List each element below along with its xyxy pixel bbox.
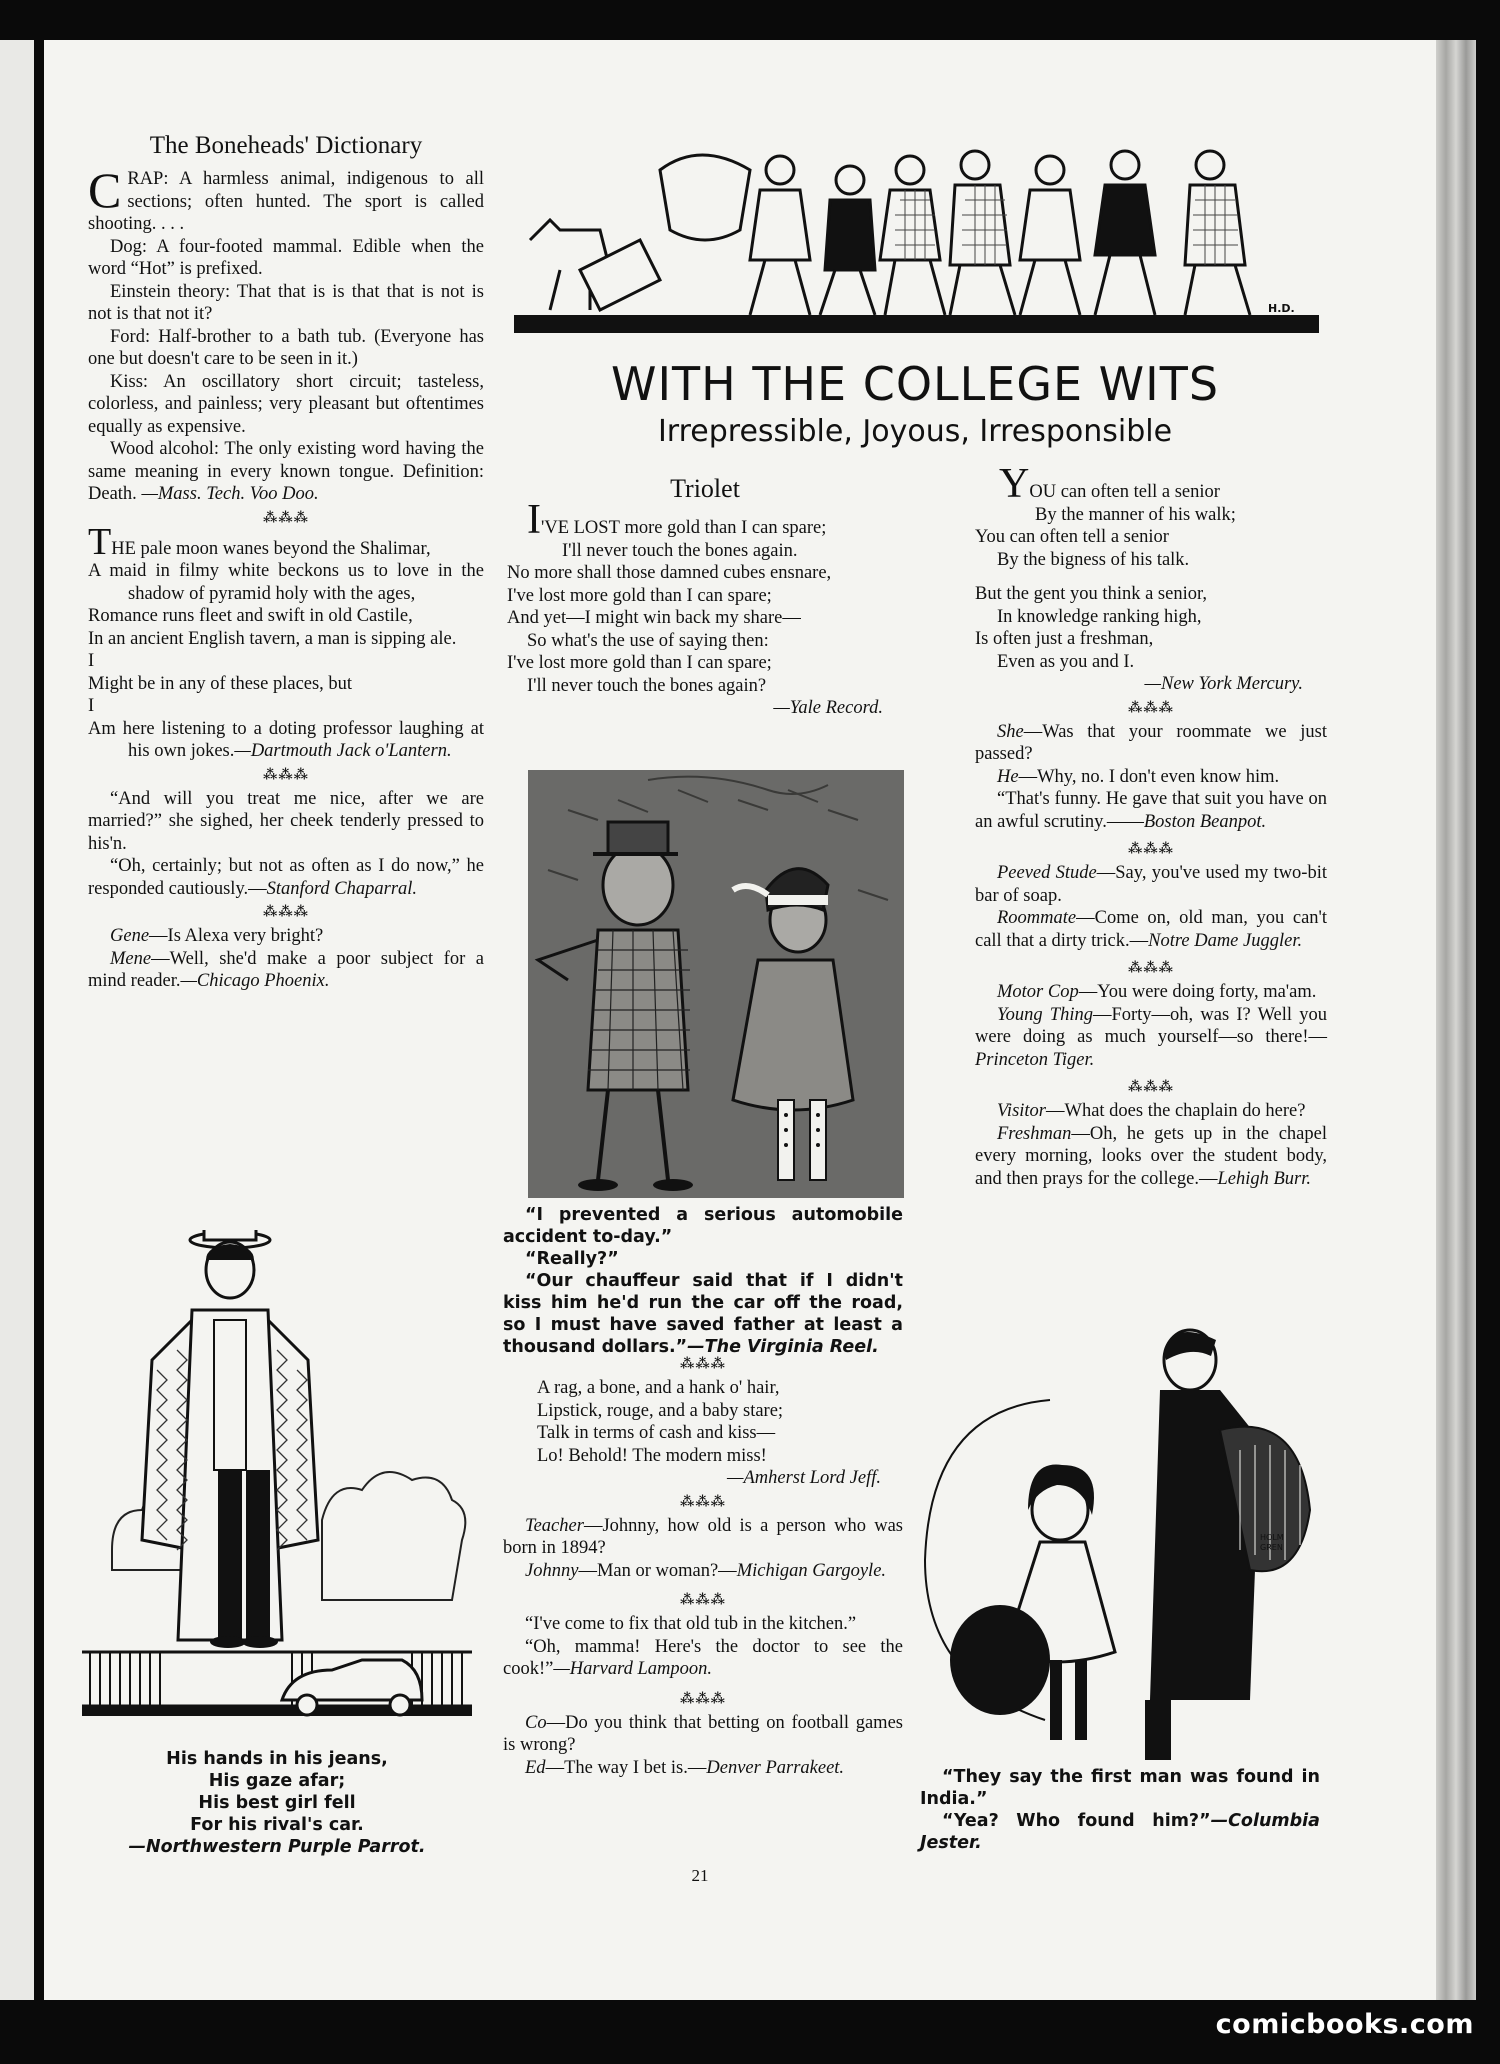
- dictionary-dog: Dog: A four-footed mammal. Edible when the word “Hot” is prefixed.: [88, 236, 484, 279]
- thing-text: —Forty—oh, was I? Well you were doing as much yourself—so there!—: [975, 1004, 1327, 1047]
- tub-text: “Oh, mamma! Here's the doctor to see the cook!”: [503, 1636, 903, 1679]
- treat-joke-line-1: “And will you treat me nice, after we are married?” she sighed, her cheek tenderly pressed to his'n.: [88, 788, 484, 854]
- separator: ⁂⁂⁂: [680, 1691, 726, 1707]
- craps-definition: : A harmless animal, indigenous to all sections; often hunted. The sport is called shooting. . . .: [88, 169, 484, 234]
- speaker: Mene: [110, 948, 152, 969]
- senior-small-caps: OU: [1029, 482, 1057, 502]
- caption-line: His best girl fell: [198, 1793, 356, 1813]
- tub-joke-line-1: “I've come to fix that old tub in the kitchen.”: [525, 1614, 857, 1634]
- senior-line-2: By the manner of his walk;: [1035, 504, 1236, 525]
- speaker: Visitor: [997, 1101, 1046, 1121]
- moon-line-2: A maid in filmy white beckons us to love in the shadow of pyramid holy with the ages,: [88, 561, 484, 604]
- rag-line: Talk in terms of cash and kiss—: [537, 1423, 776, 1443]
- speaker: Teacher: [525, 1515, 584, 1536]
- cop-joke-line-1: [975, 981, 1327, 1004]
- caption-line: “I prevented a serious automobile accident to-day.”: [503, 1205, 903, 1247]
- ed-text: —The way I bet is.—: [545, 1757, 707, 1778]
- cop-joke-line-2: [975, 1004, 1327, 1072]
- senior-line-4: By the bigness of his talk.: [997, 549, 1190, 570]
- roommate-text: “That's funny. He gave that suit you have on an awful scrutiny.——: [975, 789, 1327, 832]
- mene-text: —Well, she'd make a poor subject for a mind reader.: [88, 948, 484, 991]
- separator: ⁂⁂⁂: [1128, 1080, 1174, 1095]
- caption-line: His gaze afar;: [208, 1771, 346, 1791]
- separator: ⁂⁂⁂: [680, 1494, 726, 1510]
- dictionary-wood-alcohol: [88, 438, 484, 506]
- he-text: —Why, no. I don't even know him.: [1018, 766, 1280, 787]
- site-watermark: comicbooks.com: [1215, 2009, 1474, 2040]
- chaplain-joke-line-1: [975, 1100, 1327, 1123]
- roommate-joke-line-1: [975, 721, 1327, 766]
- caption-text: “Our chauffeur said that if I didn't kiss him he'd run the car off the road, so I must have saved father at least a thousand dollars.”: [503, 1271, 903, 1357]
- caption-line: “Really?”: [525, 1249, 619, 1269]
- couple-illustration: [920, 1320, 1340, 1775]
- caption-line: His hands in his jeans,: [166, 1749, 388, 1769]
- betting-joke-line-2: [503, 1757, 903, 1780]
- banner-signature: H.D.: [1268, 302, 1295, 315]
- source-credit: —Mass. Tech. Voo Doo.: [141, 484, 319, 504]
- triolet-title: Triolet: [670, 474, 740, 503]
- section-header: [510, 356, 1320, 452]
- gene-text: —Is Alexa very bright?: [149, 926, 324, 946]
- treat-text: “Oh, certainly; but not as often as I do now,” he responded cautiously.—: [88, 856, 484, 899]
- moon-line-4: In an ancient English tavern, a man is sipping ale.: [88, 628, 457, 649]
- right-column: [975, 461, 1327, 1190]
- tub-joke-line-2: [503, 1636, 903, 1681]
- visitor-text: —What does the chaplain do here?: [1046, 1101, 1306, 1121]
- moon-line-5: I: [88, 651, 95, 671]
- windy-couple-illustration: [528, 770, 904, 1198]
- triolet-line-4: I've lost more gold than I can spare;: [507, 585, 772, 606]
- treat-joke-line-2: [88, 855, 484, 900]
- triolet-small-caps: 'VE LOST: [541, 518, 620, 538]
- middle-column: [507, 474, 903, 720]
- drop-cap: I: [527, 497, 541, 543]
- rag-line: Lipstick, rouge, and a baby stare;: [537, 1400, 784, 1421]
- moon-line-1: [88, 520, 484, 563]
- rag-line: Lo! Behold! The modern miss!: [537, 1445, 767, 1466]
- dancing-students-banner: [510, 140, 1320, 340]
- moon-line-7: I: [88, 696, 95, 716]
- dictionary-einstein: Einstein theory: That that is is that that is not is not is that not it?: [88, 281, 484, 324]
- speaker: Peeved Stude: [997, 863, 1097, 883]
- svg-text:GREN: GREN: [1260, 1543, 1283, 1552]
- source-credit: Stanford Chaparral.: [266, 878, 418, 899]
- source-credit: —Chicago Phoenix.: [180, 971, 330, 991]
- separator: ⁂⁂⁂: [263, 510, 309, 526]
- speaker: She: [997, 721, 1024, 742]
- moon-line-text: Am here listening to a doting professor laughing at his own jokes.: [88, 718, 484, 761]
- right-page-stack: [1436, 40, 1476, 2000]
- freshman-text: —Oh, he gets up in the chapel every morning, looks over the student body, and then prays for the college.—: [975, 1123, 1327, 1189]
- caption-line: “They say the first man was found in India.”: [920, 1767, 1320, 1809]
- roommate-text: —Come on, old man, you can't call that a dirty trick.—: [975, 908, 1327, 951]
- moon-small-caps: HE: [111, 538, 136, 559]
- speaker: Motor Cop: [997, 982, 1079, 1002]
- gene-joke-line-2: [88, 948, 484, 993]
- source-credit: Lehigh Burr.: [1217, 1168, 1312, 1189]
- betting-text: —Do you think that betting on football games is wrong?: [503, 1712, 903, 1755]
- source-credit: —New York Mercury.: [1144, 674, 1303, 694]
- auto-accident-caption: [503, 1204, 903, 1358]
- chaplain-joke-line-2: [975, 1123, 1327, 1191]
- speaker: Co: [525, 1712, 547, 1733]
- craps-word: RAP: [127, 169, 164, 189]
- page-number: 21: [691, 1866, 709, 1885]
- soap-joke-line-1: [975, 862, 1327, 907]
- separator: ⁂⁂⁂: [1128, 700, 1174, 716]
- teacher-joke-line-2: [503, 1560, 903, 1583]
- teacher-text: —Johnny, how old is a person who was born in 1894?: [503, 1515, 903, 1558]
- separator: ⁂⁂⁂: [1128, 842, 1174, 857]
- caption-text: “Yea? Who found him?”: [942, 1811, 1211, 1831]
- middle-column-lower: [503, 1352, 903, 1779]
- senior-line-3: You can often tell a senior: [975, 527, 1169, 547]
- source-credit: —The Virginia Reel.: [687, 1337, 879, 1357]
- triolet-line-6: So what's the use of saying then:: [527, 630, 769, 651]
- cop-text: —You were doing forty, ma'am.: [1078, 982, 1317, 1002]
- speaker: Ed: [525, 1757, 546, 1778]
- speaker: Young Thing: [997, 1004, 1093, 1025]
- drop-cap: C: [88, 162, 122, 218]
- roommate-joke-line-2: [975, 766, 1327, 789]
- rag-poem: [503, 1377, 903, 1490]
- triolet-line-3: No more shall those damned cubes ensnare,: [507, 563, 832, 583]
- teacher-joke-line-1: [503, 1515, 903, 1560]
- moon-line-8: [88, 718, 484, 763]
- speaker: Gene: [110, 926, 150, 946]
- separator: ⁂⁂⁂: [680, 1357, 726, 1372]
- man-caption: [82, 1748, 472, 1858]
- source-credit: —Northwestern Purple Parrot.: [128, 1837, 426, 1857]
- source-credit: —Harvard Lampoon.: [553, 1659, 712, 1679]
- source-credit: Denver Parrakeet.: [706, 1757, 845, 1778]
- caption-line: [920, 1810, 1320, 1854]
- left-page-edge: [0, 40, 34, 2000]
- source-credit: Boston Beanpot.: [1143, 811, 1267, 832]
- moon-line-6: Might be in any of these places, but: [88, 673, 353, 694]
- senior-line-7: Is often just a freshman,: [975, 629, 1154, 649]
- triolet-text: more gold than I can spare;: [624, 518, 827, 538]
- source-credit: —Columbia Jester.: [920, 1811, 1320, 1853]
- senior-line-6: In knowledge ranking high,: [997, 606, 1202, 627]
- senior-poem: [975, 461, 1327, 696]
- dictionary-ford: Ford: Half-brother to a bath tub. (Everyone has one but doesn't care to be seen in it.): [88, 326, 484, 369]
- speaker: Roommate: [997, 908, 1077, 928]
- senior-line-8: Even as you and I.: [997, 651, 1135, 672]
- senior-line-1: [975, 461, 1327, 507]
- senior-line-5: But the gent you think a senior,: [975, 584, 1208, 604]
- caption-line: For his rival's car.: [190, 1815, 364, 1835]
- johnny-text: —Man or woman?—: [578, 1560, 737, 1581]
- rag-line: A rag, a bone, and a hank o' hair,: [537, 1378, 780, 1398]
- triolet-line-8: I'll never touch the bones again?: [527, 675, 767, 696]
- source-credit: Notre Dame Juggler.: [1148, 930, 1303, 951]
- source-credit: Michigan Gargoyle.: [736, 1560, 887, 1581]
- man-in-coat-illustration: [82, 1230, 472, 1730]
- svg-text:HOLM: HOLM: [1260, 1533, 1284, 1542]
- section-subtitle: Irrepressible, Joyous, Irresponsible: [657, 414, 1173, 449]
- betting-joke-line-1: [503, 1712, 903, 1757]
- triolet-line-1: [507, 497, 903, 543]
- speaker: Freshman: [997, 1123, 1072, 1144]
- soap-joke-line-2: [975, 907, 1327, 952]
- separator: ⁂⁂⁂: [1128, 961, 1174, 976]
- wood-text: Wood alcohol: The only existing word having the same meaning in every known tongue. Definition: Death.: [88, 439, 484, 504]
- senior-text: can often tell a senior: [1060, 482, 1220, 502]
- source-credit: Princeton Tiger.: [975, 1049, 1095, 1070]
- dictionary-kiss: Kiss: An oscillatory short circuit; tasteless, colorless, and painless; very pleasant but oftentimes equally as expensive.: [88, 371, 484, 437]
- stude-text: —Say, you've used my two-bit bar of soap.: [975, 863, 1327, 906]
- caption-line: [503, 1270, 903, 1358]
- drop-cap: T: [88, 520, 112, 563]
- dictionary-craps: [88, 162, 484, 236]
- gene-joke-line-1: [88, 925, 484, 948]
- moon-line-text: pale moon wanes beyond the Shalimar,: [140, 538, 431, 559]
- triolet-poem: [507, 497, 903, 720]
- dictionary-title: The Boneheads' Dictionary: [149, 132, 423, 159]
- separator: ⁂⁂⁂: [263, 767, 309, 783]
- moon-line-3: Romance runs fleet and swift in old Castile,: [88, 606, 413, 626]
- separator: ⁂⁂⁂: [680, 1593, 726, 1608]
- triolet-line-2: I'll never touch the bones again.: [562, 540, 798, 561]
- roommate-joke-line-3: [975, 788, 1327, 833]
- source-credit: —Yale Record.: [773, 698, 883, 718]
- she-text: —Was that your roommate we just passed?: [975, 721, 1327, 764]
- source-credit: —Dartmouth Jack o'Lantern.: [234, 741, 452, 761]
- left-column: [88, 132, 484, 993]
- drop-cap: Y: [999, 461, 1030, 507]
- separator: ⁂⁂⁂: [263, 905, 309, 920]
- section-title: WITH THE COLLEGE WITS: [610, 357, 1220, 411]
- moon-poem: [88, 520, 484, 763]
- speaker: Johnny: [525, 1560, 579, 1581]
- source-credit: —Amherst Lord Jeff.: [727, 1468, 881, 1488]
- speaker: He: [997, 766, 1019, 787]
- triolet-line-7: I've lost more gold than I can spare;: [507, 653, 772, 673]
- triolet-line-5: And yet—I might win back my share—: [507, 608, 801, 628]
- india-caption: [920, 1766, 1320, 1854]
